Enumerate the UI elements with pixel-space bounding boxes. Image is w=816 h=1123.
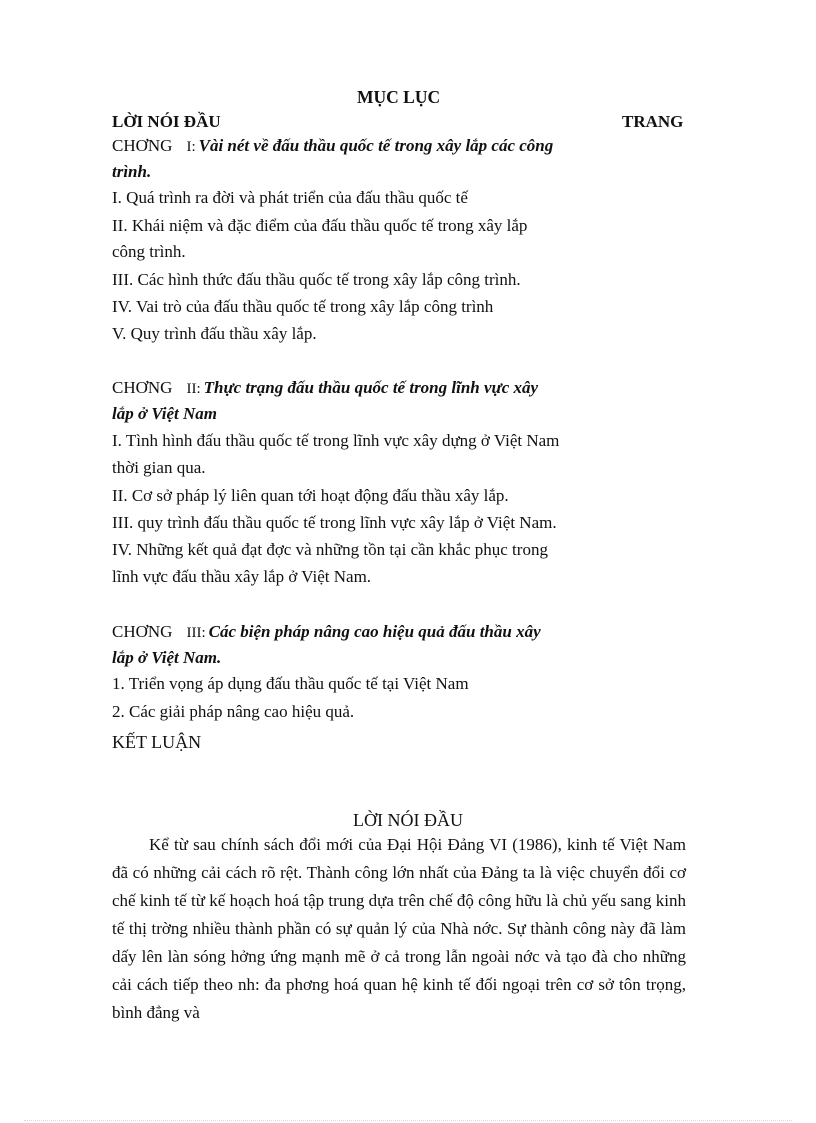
toc-item: 1. Triển vọng áp dụng đấu thầu quốc tế tại Việt Nam: [112, 674, 469, 693]
toc-item: IV. Những kết quả đạt đợc và những tồn tại cần khắc phục trong: [112, 540, 548, 559]
toc-item: thời gian qua.: [112, 458, 206, 477]
chapter-2-title-cont: lắp ở Việt Nam: [112, 404, 217, 423]
toc-item: IV. Vai trò của đấu thầu quốc tế trong xây lắp công trình: [112, 297, 494, 316]
chapter-numeral: II:: [186, 381, 201, 397]
toc-item: III. quy trình đấu thầu quốc tế trong lĩnh vực xây lắp ở Việt Nam.: [112, 513, 557, 532]
chapter-numeral: I:: [186, 139, 196, 155]
chapter-label: CHƠNG: [112, 378, 173, 397]
preface-heading: LỜI NÓI ĐẦU: [353, 810, 463, 830]
toc-page-column-label: TRANG: [622, 112, 684, 131]
toc-item: V. Quy trình đấu thầu xây lắp.: [112, 324, 317, 343]
chapter-title: Thực trạng đấu thầu quốc tế trong lĩnh vực xây: [203, 378, 539, 397]
toc-preface-heading: LỜI NÓI ĐẦU: [112, 112, 221, 131]
toc-item: 2. Các giải pháp nâng cao hiệu quả.: [112, 702, 355, 721]
chapter-label: CHƠNG: [112, 136, 173, 155]
chapter-3-title-cont: lắp ở Việt Nam.: [112, 648, 222, 667]
chapter-2-heading: [112, 377, 538, 400]
toc-item: I. Quá trình ra đời và phát triển của đấu thầu quốc tế: [112, 188, 468, 207]
toc-item: I. Tình hình đấu thầu quốc tế trong lĩnh vực xây dựng ở Việt Nam: [112, 431, 560, 450]
toc-item: II. Khái niệm và đặc điểm của đấu thầu quốc tế trong xây lắp: [112, 216, 528, 235]
chapter-1-title-cont: trình.: [112, 162, 152, 181]
toc-title: MỤC LỤC: [357, 87, 441, 107]
chapter-title: Các biện pháp nâng cao hiệu quả đấu thầu xây: [208, 622, 541, 641]
chapter-numeral: III:: [186, 625, 206, 641]
page-bottom-divider: [24, 1120, 792, 1121]
chapter-1-heading: [112, 135, 553, 158]
preface-paragraph: Kể từ sau chính sách đổi mới của Đại Hội Đảng VI (1986), kinh tế Việt Nam đã có những cải cách rõ rệt. Thành công lớn nhất của Đảng ta là việc chuyển đổi cơ chế kinh tế từ kế hoạch hoá tập trung dựa trên chế độ công hữu là chủ yếu sang kinh tế thị trờng nhiều thành phần có sự quản lý của Nhà nớc. Sự thành công này đã làm dấy lên làn sóng hởng ứng mạnh mẽ ở cả trong lẫn ngoài nớc và tạo đà cho những cải cách tiếp theo nh: đa phơng hoá quan hệ kinh tế đối ngoại trên cơ sở tôn trọng, bình đẳng và: [112, 835, 686, 1022]
toc-item: công trình.: [112, 242, 186, 261]
toc-item: III. Các hình thức đấu thầu quốc tế trong xây lắp công trình.: [112, 270, 521, 289]
chapter-3-heading: [112, 621, 541, 644]
toc-conclusion: KẾT LUẬN: [112, 732, 202, 752]
chapter-label: CHƠNG: [112, 622, 173, 641]
toc-item: lĩnh vực đấu thầu xây lắp ở Việt Nam.: [112, 567, 372, 586]
toc-item: II. Cơ sở pháp lý liên quan tới hoạt động đấu thầu xây lắp.: [112, 486, 509, 505]
chapter-title: Vài nét về đấu thầu quốc tế trong xây lắp các công: [198, 136, 554, 155]
